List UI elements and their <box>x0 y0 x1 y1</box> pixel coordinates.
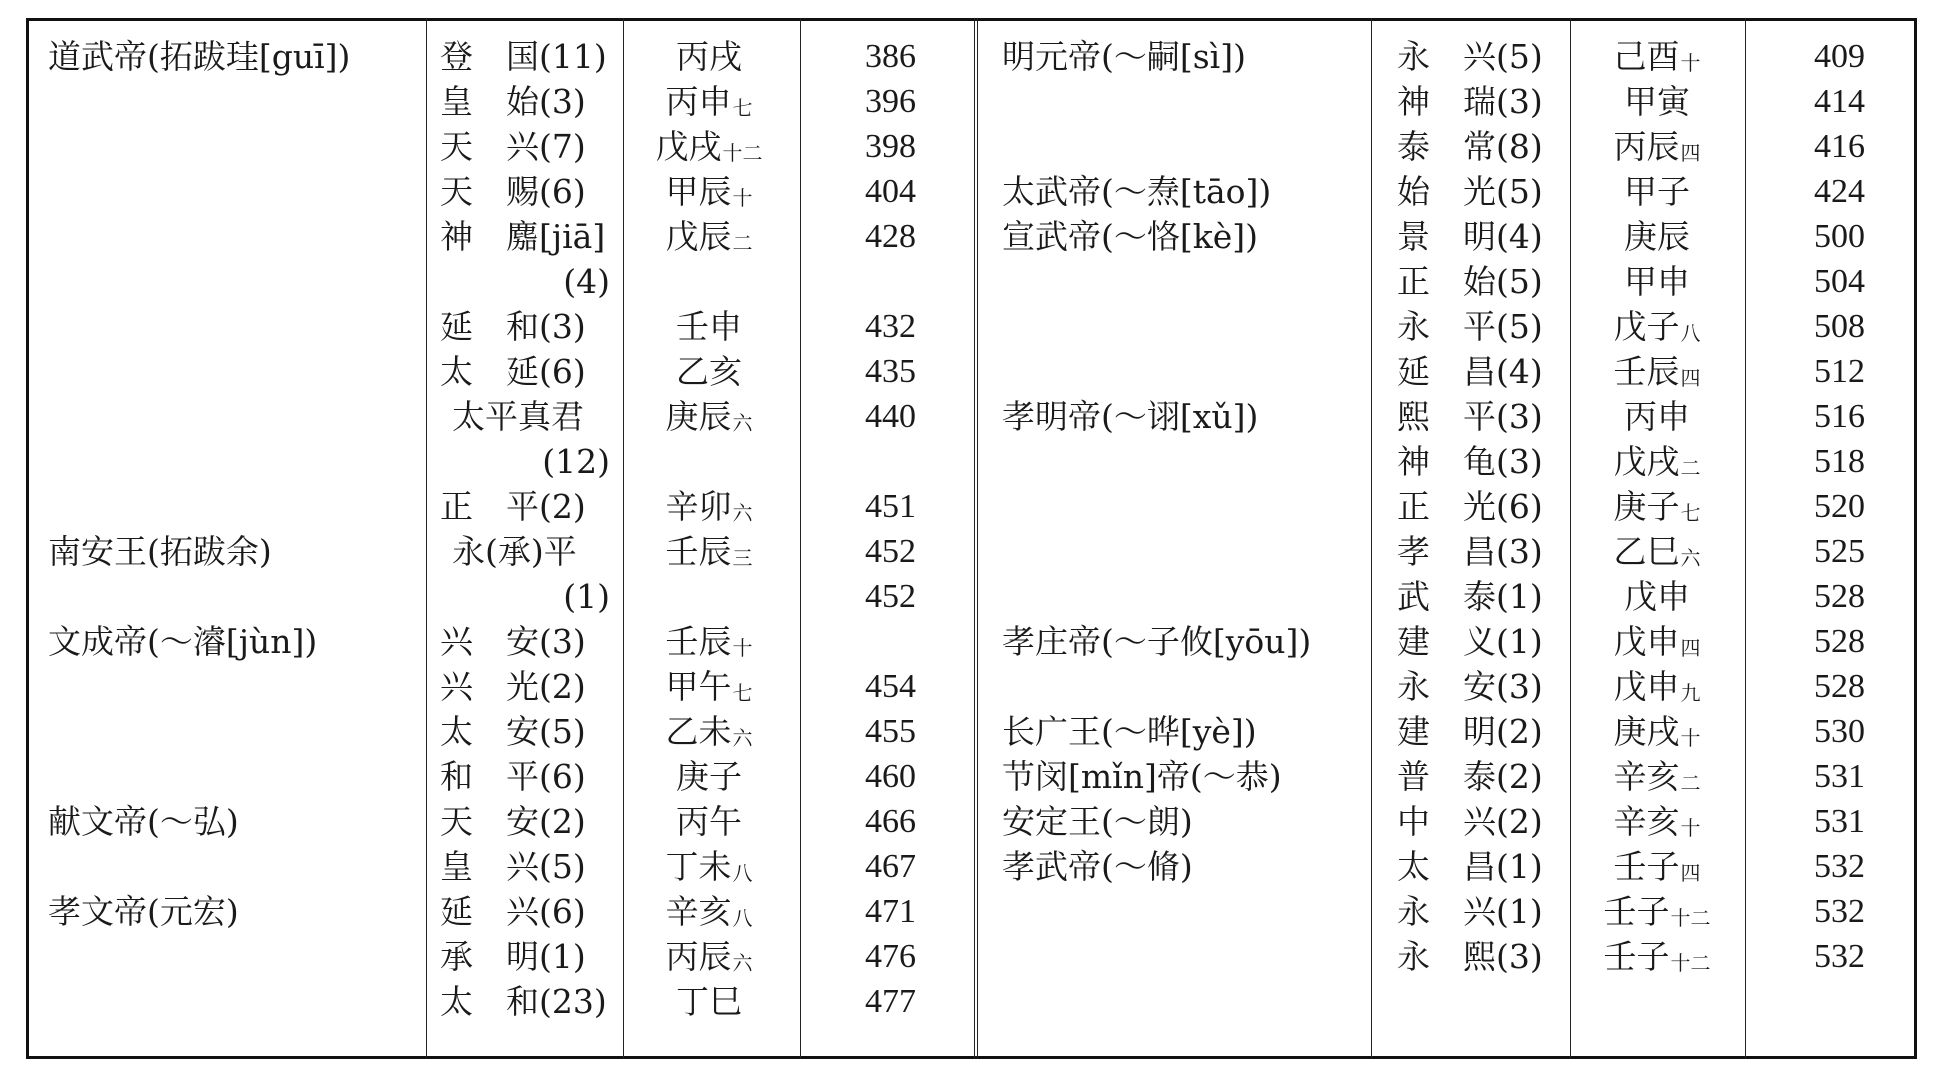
ad-year: 454 <box>865 668 916 705</box>
ganzhi-year <box>622 935 796 979</box>
emperor-name: 明元帝(～嗣[sì]) <box>1002 37 1246 76</box>
era-name: 永(承)平 <box>452 532 577 571</box>
ad-year: 504 <box>1814 263 1865 300</box>
ganzhi-year <box>622 125 796 169</box>
ad-year: 396 <box>865 83 916 120</box>
ganzhi-label: 庚戌 <box>1613 712 1680 751</box>
era-name: 建 明(2) <box>1397 712 1543 751</box>
ganzhi-year <box>622 170 796 214</box>
ad-year: 467 <box>865 848 916 885</box>
ganzhi-label: 壬辰 <box>1613 352 1680 391</box>
ad-year: 518 <box>1814 443 1865 480</box>
ganzhi-year <box>1570 215 1744 259</box>
era-name: 永 平(5) <box>1397 307 1543 346</box>
ad-year: 435 <box>865 353 916 390</box>
ad-year: 452 <box>865 578 916 615</box>
column-divider <box>426 18 427 1059</box>
ad-year: 516 <box>1814 398 1865 435</box>
month-number: 二 <box>1680 771 1701 795</box>
emperor-name: 南安王(拓跋余) <box>48 532 272 571</box>
era-name: 皇 始(3) <box>440 82 586 121</box>
ganzhi-year <box>1570 800 1744 844</box>
ad-year: 416 <box>1814 128 1865 165</box>
ad-year: 528 <box>1814 668 1865 705</box>
ganzhi-year <box>1570 485 1744 529</box>
ad-year: 512 <box>1814 353 1865 390</box>
ad-year: 451 <box>865 488 916 525</box>
column-divider <box>1371 18 1372 1059</box>
emperor-name: 安定王(～朗) <box>1002 802 1193 841</box>
ganzhi-year <box>1570 665 1744 709</box>
ganzhi-label: 乙未 <box>665 712 732 751</box>
emperor-name: 孝庄帝(～子攸[yōu]) <box>1002 622 1312 661</box>
ganzhi-year <box>622 35 796 79</box>
ad-year: 528 <box>1814 578 1865 615</box>
ganzhi-label: 甲申 <box>1624 262 1690 301</box>
emperor-name: 太武帝(～焘[tāo]) <box>1002 172 1272 211</box>
emperor-name: 宣武帝(～恪[kè]) <box>1002 217 1259 256</box>
ganzhi-label: 庚子 <box>676 757 742 796</box>
month-number: 二 <box>1680 456 1701 480</box>
month-number: 八 <box>732 906 753 930</box>
ganzhi-year <box>622 800 796 844</box>
ganzhi-year <box>622 80 796 124</box>
era-name: 始 光(5) <box>1397 172 1543 211</box>
era-name: 太 和(23) <box>440 982 607 1021</box>
era-name: 永 熙(3) <box>1397 937 1543 976</box>
ad-year: 466 <box>865 803 916 840</box>
ganzhi-label: 戊戌 <box>1613 442 1680 481</box>
month-number: 九 <box>1680 681 1701 705</box>
era-name: 建 义(1) <box>1397 622 1543 661</box>
ganzhi-label: 甲子 <box>1624 172 1690 211</box>
emperor-name: 孝明帝(～诩[xǔ]) <box>1002 397 1259 436</box>
ganzhi-year <box>622 710 796 754</box>
ganzhi-year <box>622 755 796 799</box>
era-name: 天 安(2) <box>440 802 586 841</box>
ganzhi-year <box>622 305 796 349</box>
ganzhi-label: 丙午 <box>676 802 742 841</box>
era-name: (12) <box>542 442 610 481</box>
month-number: 十 <box>732 186 753 210</box>
ganzhi-year <box>1570 125 1744 169</box>
ganzhi-label: 丙申 <box>665 82 732 121</box>
ganzhi-year <box>622 890 796 934</box>
ganzhi-year <box>1570 80 1744 124</box>
emperor-name: 孝武帝(～脩) <box>1002 847 1193 886</box>
ganzhi-label: 丙戌 <box>676 37 742 76</box>
ganzhi-label: 丙辰 <box>665 937 732 976</box>
emperor-name: 道武帝(拓跋珪[guī]) <box>48 37 351 76</box>
ad-year: 460 <box>865 758 916 795</box>
month-number: 四 <box>1680 141 1701 165</box>
era-name: 天 赐(6) <box>440 172 586 211</box>
ganzhi-year <box>1570 755 1744 799</box>
ad-year: 424 <box>1814 173 1865 210</box>
month-number: 十二 <box>722 141 763 165</box>
month-number: 六 <box>732 726 753 750</box>
era-name: 太 昌(1) <box>1397 847 1543 886</box>
era-name: 正 始(5) <box>1397 262 1543 301</box>
month-number: 三 <box>732 546 753 570</box>
ganzhi-year <box>622 845 796 889</box>
era-name: (4) <box>563 262 610 301</box>
era-name: 延 和(3) <box>440 307 586 346</box>
ganzhi-year <box>622 215 796 259</box>
month-number: 六 <box>732 411 753 435</box>
ganzhi-label: 丁未 <box>665 847 732 886</box>
ganzhi-label: 丙申 <box>1624 397 1690 436</box>
ganzhi-year <box>1570 440 1744 484</box>
ganzhi-year <box>1570 845 1744 889</box>
ganzhi-year <box>1570 260 1744 304</box>
ganzhi-label: 壬子 <box>1613 847 1680 886</box>
ganzhi-label: 庚辰 <box>665 397 732 436</box>
ganzhi-year <box>622 485 796 529</box>
month-number: 十 <box>1680 51 1701 75</box>
month-number: 二 <box>732 231 753 255</box>
ganzhi-year <box>1570 305 1744 349</box>
era-name: 景 明(4) <box>1397 217 1543 256</box>
ad-year: 532 <box>1814 938 1865 975</box>
era-name: 皇 兴(5) <box>440 847 586 886</box>
era-name: 延 昌(4) <box>1397 352 1543 391</box>
ad-year: 500 <box>1814 218 1865 255</box>
ad-year: 520 <box>1814 488 1865 525</box>
ganzhi-label: 甲午 <box>665 667 732 706</box>
center-divider <box>974 18 978 1059</box>
era-name: 熙 平(3) <box>1397 397 1543 436</box>
month-number: 六 <box>1680 546 1701 570</box>
ganzhi-year <box>1570 395 1744 439</box>
ganzhi-label: 壬子 <box>1603 937 1670 976</box>
ganzhi-label: 丙辰 <box>1613 127 1680 166</box>
ad-year: 477 <box>865 983 916 1020</box>
ganzhi-year <box>1570 575 1744 619</box>
ad-year: 428 <box>865 218 916 255</box>
era-name: 泰 常(8) <box>1397 127 1543 166</box>
era-name: 兴 安(3) <box>440 622 586 661</box>
ad-year: 508 <box>1814 308 1865 345</box>
ganzhi-label: 丁巳 <box>676 982 742 1021</box>
era-name: 神 龟(3) <box>1397 442 1543 481</box>
ganzhi-label: 辛卯 <box>665 487 732 526</box>
era-name: 承 明(1) <box>440 937 586 976</box>
era-name: 太平真君 <box>452 397 584 436</box>
ganzhi-label: 戊申 <box>1613 622 1680 661</box>
ad-year: 409 <box>1814 38 1865 75</box>
month-number: 七 <box>732 681 753 705</box>
ganzhi-year <box>1570 890 1744 934</box>
ad-year: 386 <box>865 38 916 75</box>
ganzhi-label: 戊辰 <box>665 217 732 256</box>
month-number: 七 <box>1680 501 1701 525</box>
ganzhi-year <box>622 395 796 439</box>
ad-year: 532 <box>1814 893 1865 930</box>
ad-year: 532 <box>1814 848 1865 885</box>
month-number: 十二 <box>1670 951 1711 975</box>
era-name: 天 兴(7) <box>440 127 586 166</box>
ganzhi-label: 壬辰 <box>665 622 732 661</box>
era-name: 孝 昌(3) <box>1397 532 1543 571</box>
month-number: 十 <box>732 636 753 660</box>
ganzhi-label: 戊申 <box>1613 667 1680 706</box>
ganzhi-label: 壬申 <box>676 307 742 346</box>
era-name: 太 延(6) <box>440 352 586 391</box>
era-name: 永 兴(5) <box>1397 37 1543 76</box>
ad-year: 398 <box>865 128 916 165</box>
emperor-name: 献文帝(～弘) <box>48 802 239 841</box>
ganzhi-year <box>622 620 796 664</box>
ganzhi-year <box>1570 350 1744 394</box>
ganzhi-label: 甲辰 <box>665 172 732 211</box>
ganzhi-label: 乙亥 <box>676 352 742 391</box>
era-name: 神 䴥[jiā] <box>440 217 606 256</box>
era-name: 永 安(3) <box>1397 667 1543 706</box>
era-name: (1) <box>563 577 610 616</box>
ganzhi-label: 戊申 <box>1624 577 1690 616</box>
ganzhi-year <box>622 350 796 394</box>
emperor-name: 文成帝(～濬[jùn]) <box>48 622 318 661</box>
ganzhi-label: 甲寅 <box>1624 82 1690 121</box>
month-number: 四 <box>1680 366 1701 390</box>
era-name: 正 光(6) <box>1397 487 1543 526</box>
ganzhi-year <box>622 665 796 709</box>
ad-year: 531 <box>1814 803 1865 840</box>
ad-year: 528 <box>1814 623 1865 660</box>
era-name: 神 瑞(3) <box>1397 82 1543 121</box>
era-name: 中 兴(2) <box>1397 802 1543 841</box>
era-name: 延 兴(6) <box>440 892 586 931</box>
month-number: 七 <box>732 96 753 120</box>
ad-year: 476 <box>865 938 916 975</box>
era-name: 普 泰(2) <box>1397 757 1543 796</box>
ganzhi-year <box>622 980 796 1024</box>
ganzhi-year <box>622 530 796 574</box>
ganzhi-label: 壬子 <box>1603 892 1670 931</box>
ganzhi-year <box>1570 530 1744 574</box>
ganzhi-label: 辛亥 <box>1613 757 1680 796</box>
ad-year: 531 <box>1814 758 1865 795</box>
ad-year: 432 <box>865 308 916 345</box>
ganzhi-year <box>1570 170 1744 214</box>
ganzhi-year <box>1570 935 1744 979</box>
month-number: 十二 <box>1670 906 1711 930</box>
ad-year: 530 <box>1814 713 1865 750</box>
month-number: 八 <box>732 861 753 885</box>
ganzhi-year <box>1570 620 1744 664</box>
era-name: 和 平(6) <box>440 757 586 796</box>
ganzhi-label: 庚辰 <box>1624 217 1690 256</box>
era-name: 武 泰(1) <box>1397 577 1543 616</box>
era-name: 登 国(11) <box>440 37 607 76</box>
era-name: 正 平(2) <box>440 487 586 526</box>
ad-year: 414 <box>1814 83 1865 120</box>
month-number: 四 <box>1680 636 1701 660</box>
ganzhi-label: 乙巳 <box>1613 532 1680 571</box>
emperor-name: 孝文帝(元宏) <box>48 892 239 931</box>
emperor-name: 长广王(～晔[yè]) <box>1002 712 1257 751</box>
ad-year: 455 <box>865 713 916 750</box>
ad-year: 440 <box>865 398 916 435</box>
ganzhi-label: 辛亥 <box>1613 802 1680 841</box>
ganzhi-year <box>1570 35 1744 79</box>
ad-year: 404 <box>865 173 916 210</box>
month-number: 八 <box>1680 321 1701 345</box>
month-number: 六 <box>732 951 753 975</box>
month-number: 十 <box>1680 726 1701 750</box>
ganzhi-label: 辛亥 <box>665 892 732 931</box>
ad-year: 525 <box>1814 533 1865 570</box>
ganzhi-label: 戊戌 <box>655 127 722 166</box>
month-number: 十 <box>1680 816 1701 840</box>
month-number: 六 <box>732 501 753 525</box>
ganzhi-label: 己酉 <box>1613 37 1680 76</box>
ad-year: 452 <box>865 533 916 570</box>
month-number: 四 <box>1680 861 1701 885</box>
emperor-name: 节闵[mǐn]帝(～恭) <box>1002 757 1282 796</box>
ganzhi-year <box>1570 710 1744 754</box>
ad-year: 471 <box>865 893 916 930</box>
ganzhi-label: 戊子 <box>1613 307 1680 346</box>
ganzhi-label: 庚子 <box>1613 487 1680 526</box>
era-name: 太 安(5) <box>440 712 586 751</box>
ganzhi-label: 壬辰 <box>665 532 732 571</box>
era-name: 永 兴(1) <box>1397 892 1543 931</box>
era-name: 兴 光(2) <box>440 667 586 706</box>
